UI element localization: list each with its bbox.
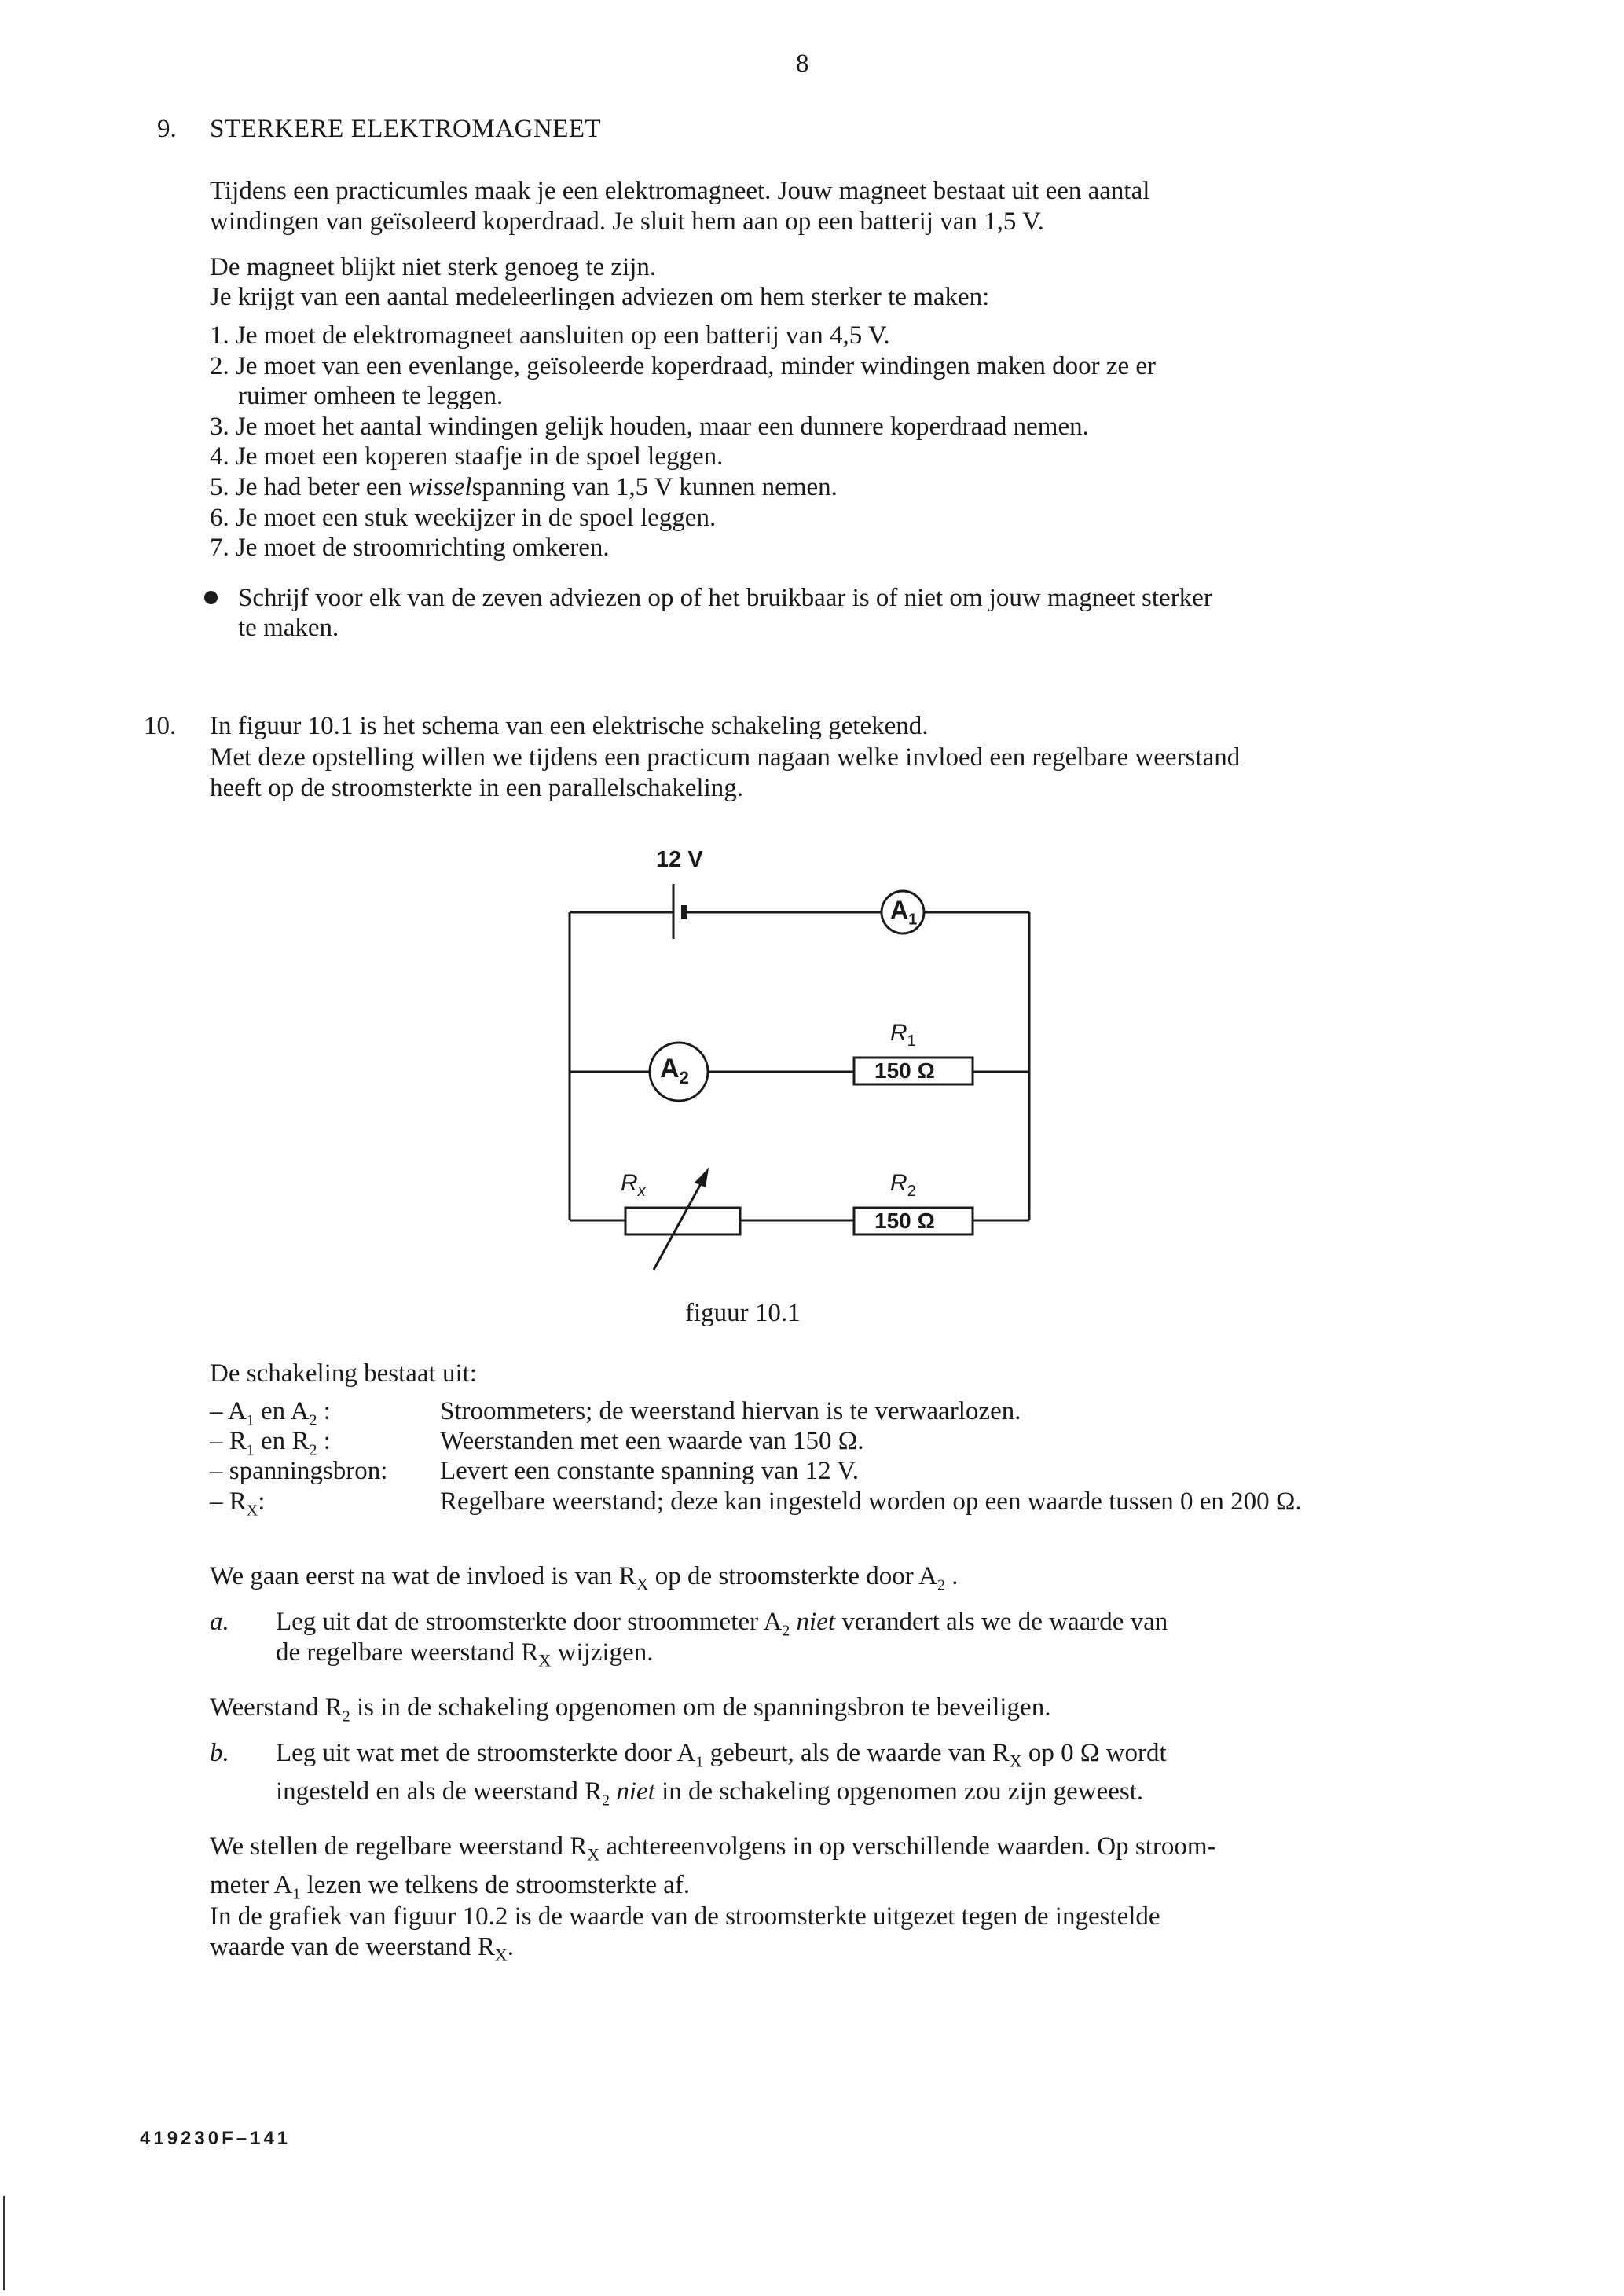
q9-advice-5: 5. Je had beter een wisselspanning van 1,5 V kunnen nemen. bbox=[210, 473, 838, 501]
paragraph-3-line-4: waarde van de weerstand $R_X$. bbox=[210, 1933, 514, 1965]
q9-intro-line-1: Tijdens een practicumles maak je een elektromagneet. Jouw magneet bestaat uit een aantal bbox=[210, 177, 1150, 205]
ammeter-a2-label: $A_2$ bbox=[660, 1054, 689, 1087]
component-2-label: – $R_1$ en $R_2$ : bbox=[210, 1427, 331, 1459]
q10-intro-line-3: heeft op de stroomsterkte in een parallelschakeling. bbox=[210, 774, 743, 802]
ammeter-a1-label: $A_1$ bbox=[890, 896, 918, 929]
component-3-desc: Levert een constante spanning van 12 V. bbox=[440, 1457, 860, 1485]
resistor-r2-label: $R_2$ bbox=[890, 1170, 916, 1200]
paragraph-2: Weerstand $R_2$ is in de schakeling opgenomen om de spanningsbron te beveiligen. bbox=[210, 1693, 1051, 1726]
q9-intro-line-3: De magneet blijkt niet sterk genoeg te zijn. bbox=[210, 253, 657, 281]
q9-advice-7: 7. Je moet de stroomrichting omkeren. bbox=[210, 534, 610, 562]
component-1-desc: Stroommeters; de weerstand hiervan is te verwaarlozen. bbox=[440, 1397, 1021, 1425]
component-1-label: – $A_1$ en $A_2$ : bbox=[210, 1397, 331, 1429]
question-b-line-2: ingesteld en als de weerstand $R_2$ niet in de schakeling opgenomen zou zijn geweest. bbox=[276, 1777, 1144, 1810]
q9-title: STERKERE ELEKTROMAGNEET bbox=[210, 115, 602, 143]
component-3-label: – spanningsbron: bbox=[210, 1457, 388, 1485]
battery-short-plate bbox=[681, 905, 687, 919]
component-4-desc: Regelbare weerstand; deze kan ingesteld worden op een waarde tussen 0 en 200 Ω. bbox=[440, 1487, 1302, 1516]
q9-intro-line-4: Je krijgt van een aantal medeleerlingen adviezen om hem sterker te maken: bbox=[210, 283, 990, 311]
question-b-line-1: Leg uit wat met de stroomsterkte door $A_1$ gebeurt, als de waarde van $R_X$ op 0 Ω wordt bbox=[276, 1739, 1167, 1771]
q9-advice-1: 1. Je moet de elektromagneet aansluiten op een batterij van 4,5 V. bbox=[210, 321, 890, 350]
q9-task-line-1: Schrijf voor elk van de zeven adviezen op of het bruikbaar is of niet om jouw magneet sterker bbox=[238, 584, 1212, 612]
q9-task-line-2: te maken. bbox=[238, 614, 339, 642]
question-a-label: a. bbox=[210, 1608, 229, 1636]
q9-intro-line-2: windingen van geïsoleerd koperdraad. Je sluit hem aan op een batterij van 1,5 V. bbox=[210, 207, 1044, 236]
resistor-rx-label: $R_x$ bbox=[621, 1170, 646, 1200]
question-a-line-1: Leg uit dat de stroomsterkte door stroommeter $A_2$ niet verandert als we de waarde van bbox=[276, 1608, 1168, 1640]
footer-code: 419230F–141 bbox=[140, 2128, 291, 2149]
q10-number: 10. bbox=[144, 712, 177, 740]
page-number: 8 bbox=[796, 50, 809, 78]
q9-advice-3: 3. Je moet het aantal windingen gelijk houden, maar een dunnere koperdraad nemen. bbox=[210, 413, 1089, 441]
scan-edge-mark bbox=[3, 2196, 5, 2290]
paragraph-1: We gaan eerst na wat de invloed is van $R_X$ op de stroomsterkte door $A_2$ . bbox=[210, 1562, 959, 1594]
q10-intro-line-1: In figuur 10.1 is het schema van een elektrische schakeling getekend. bbox=[210, 712, 929, 740]
component-4-label: – $R_X$: bbox=[210, 1487, 266, 1520]
q9-advice-2-cont: ruimer omheen te leggen. bbox=[238, 382, 504, 410]
variable-arrow bbox=[654, 1172, 707, 1270]
resistor-r1-label: $R_1$ bbox=[890, 1020, 916, 1050]
resistor-r2-value: 150 Ω bbox=[874, 1209, 935, 1233]
q9-number: 9. bbox=[157, 115, 177, 143]
variable-arrow-head bbox=[695, 1168, 709, 1187]
paragraph-3-line-1: We stellen de regelbare weerstand $R_X$ achtereenvolgens in op verschillende waarden. Op stroom- bbox=[210, 1832, 1216, 1865]
resistor-r1-value: 150 Ω bbox=[874, 1058, 935, 1083]
paragraph-3-line-2: meter $A_1$ lezen we telkens de stroomsterkte af. bbox=[210, 1871, 691, 1903]
components-intro: De schakeling bestaat uit: bbox=[210, 1359, 477, 1388]
question-b-label: b. bbox=[210, 1739, 229, 1767]
resistor-rx-symbol bbox=[625, 1208, 740, 1234]
battery-label: 12 V bbox=[656, 847, 703, 872]
figure-caption: figuur 10.1 bbox=[685, 1299, 801, 1327]
paragraph-3-line-3: In de grafiek van figuur 10.2 is de waarde van de stroomsterkte uitgezet tegen de ingestelde bbox=[210, 1902, 1160, 1931]
question-a-line-2: de regelbare weerstand $R_X$ wijzigen. bbox=[276, 1638, 654, 1671]
q9-advice-4: 4. Je moet een koperen staafje in de spoel leggen. bbox=[210, 442, 724, 471]
component-2-desc: Weerstanden met een waarde van 150 Ω. bbox=[440, 1427, 864, 1455]
q9-advice-2: 2. Je moet van een evenlange, geïsoleerde koperdraad, minder windingen maken door ze er bbox=[210, 352, 1157, 380]
q9-advice-6: 6. Je moet een stuk weekijzer in de spoel leggen. bbox=[210, 504, 717, 532]
q10-intro-line-2: Met deze opstelling willen we tijdens een practicum nagaan welke invloed een regelbare weerstand bbox=[210, 743, 1241, 772]
